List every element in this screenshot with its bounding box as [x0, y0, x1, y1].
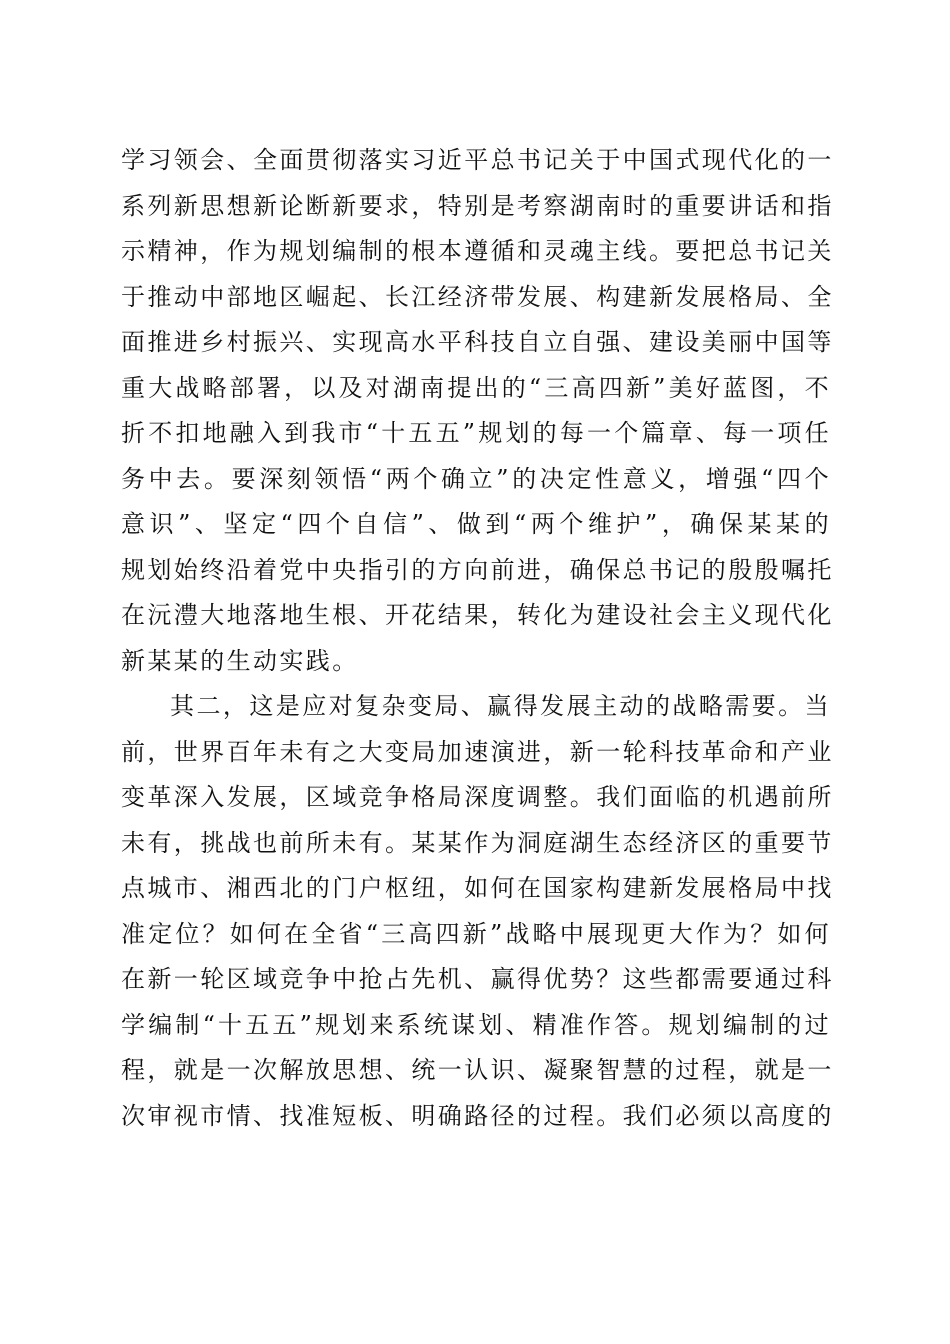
text-line: 学习领会、全面贯彻落实习近平总书记关于中国式现代化的一	[121, 146, 834, 174]
text-line: 规划始终沿着党中央指引的方向前进，确保总书记的殷殷嘱托	[121, 555, 834, 584]
document-body	[121, 138, 834, 1139]
text-line: 在新一轮区域竞争中抢占先机、赢得优势？这些都需要通过科	[121, 965, 834, 993]
text-line: 前，世界百年未有之大变局加速演进，新一轮科技革命和产业	[121, 737, 834, 766]
text-line: 面推进乡村振兴、实现高水平科技自立自强、建设美丽中国等	[121, 328, 834, 356]
paragraph-1	[121, 138, 834, 684]
text-line: 在沅澧大地落地生根、开花结果，转化为建设社会主义现代化	[121, 601, 834, 629]
text-line: 程，就是一次解放思想、统一认识、凝聚智慧的过程，就是一	[121, 1056, 834, 1084]
text-line: 未有，挑战也前所未有。某某作为洞庭湖生态经济区的重要节	[121, 828, 834, 857]
text-line: 点城市、湘西北的门户枢纽，如何在国家构建新发展格局中找	[121, 874, 834, 902]
paragraph-2	[121, 684, 834, 1139]
text-line: 折不扣地融入到我市“十五五”规划的每一个篇章、每一项任	[121, 419, 831, 447]
text-line: 系列新思想新论断新要求，特别是考察湖南时的重要讲话和指	[121, 191, 834, 220]
text-line: 示精神，作为规划编制的根本遵循和灵魂主线。要把总书记关	[121, 237, 834, 265]
text-line: 变革深入发展，区域竞争格局深度调整。我们面临的机遇前所	[121, 783, 834, 811]
text-line: 重大战略部署，以及对湖南提出的“三高四新”美好蓝图，不	[121, 373, 831, 402]
text-line: 其二，这是应对复杂变局、赢得发展主动的战略需要。当	[170, 692, 831, 720]
text-line: 准定位？如何在全省“三高四新”战略中展现更大作为？如何	[121, 919, 831, 948]
text-line: 次审视市情、找准短板、明确路径的过程。我们必须以高度的	[121, 1101, 834, 1130]
text-line: 新某某的生动实践。	[121, 646, 359, 675]
text-line: 学编制“十五五”规划来系统谋划、精准作答。规划编制的过	[121, 1010, 831, 1039]
text-line: 意识”、坚定“四个自信”、做到“两个维护”，确保某某的	[121, 510, 831, 538]
text-line: 于推动中部地区崛起、长江经济带发展、构建新发展格局、全	[121, 282, 834, 311]
text-line: 务中去。要深刻领悟“两个确立”的决定性意义，增强“四个	[121, 464, 831, 493]
